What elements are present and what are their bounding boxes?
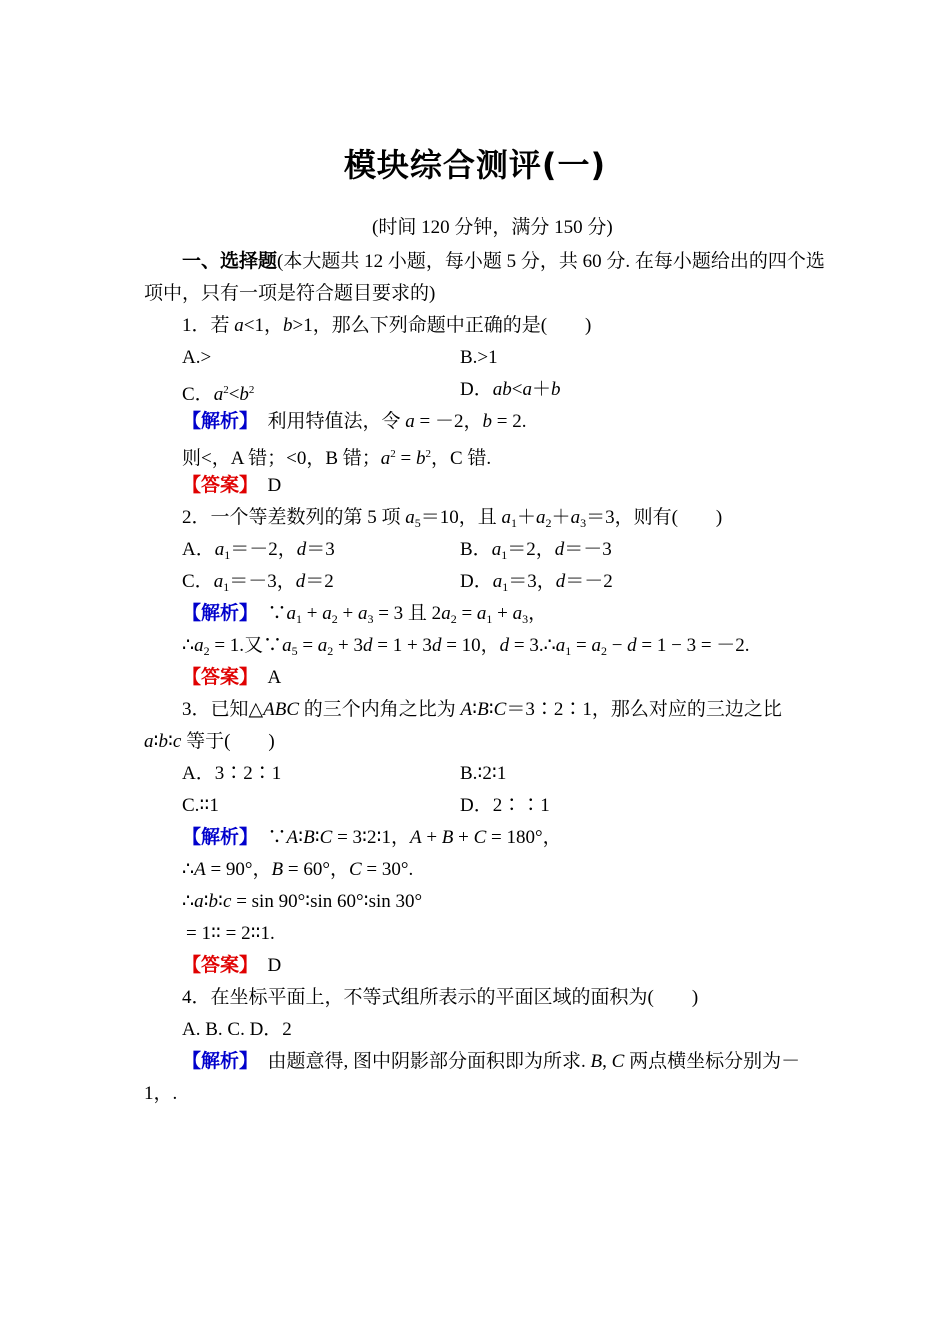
section-desc-cont: 项中，只有一项是符合题目要求的) (144, 283, 436, 304)
q4-analysis-cont: 1，. (144, 1083, 178, 1104)
q2-option-d: D．$a_1=3$，d＝－2 (460, 571, 613, 594)
q2-option-c: C．$a_1=-3$，d＝2 (182, 571, 334, 594)
section-label: 一、选择题 (182, 251, 278, 272)
q4-stem: 4．在坐标平面上，不等式组所表示的平面区域的面积为( ) (182, 987, 699, 1008)
q1-option-d: D．ab<a＋b (460, 379, 561, 400)
q3-option-a: A．3∶2∶1 (182, 763, 282, 784)
q2-option-b: B．$a_1=2$，d＝－3 (460, 539, 612, 562)
q3-analysis: 【解析】 ∵A∶B∶C = 3∶2∶1，A + B + C = 180°， (182, 827, 562, 848)
q3-analysis-result: = 1∶∶ = 2∶∶1. (186, 923, 275, 944)
q2-analysis-cont: $\therefore a_2 = 1$.又$\because a_5 = a_2 + 3d = 1 + 3d = 10$，$d = 3.\therefore a_1 = a_2 - d = 1 - 3 = -2$. (182, 635, 750, 658)
exam-meta: (时间 120 分钟，满分 150 分) (372, 217, 613, 238)
analysis-tag: 【解析】 (182, 827, 249, 848)
analysis-tag: 【解析】 (182, 411, 249, 432)
q1-stem: 1．若 a<1，b>1，那么下列命题中正确的是( ) (182, 315, 592, 336)
q3-option-c: C.∶∶1 (182, 795, 219, 816)
analysis-tag: 【解析】 (182, 1051, 249, 1072)
page-title: 模块综合测评(一) (343, 146, 607, 184)
q2-answer: 【答案】 A (182, 667, 282, 688)
q2-analysis: 【解析】 $\because a_1 + a_2 + a_3 = 3$ 且 $2a_2 = a_1 + a_3$， (182, 603, 548, 626)
q3-option-d: D．2∶∶1 (460, 795, 550, 816)
q3-stem-cont: a∶b∶c 等于( ) (144, 731, 275, 752)
q1-option-b: B.>1 (460, 347, 498, 368)
q3-analysis-angles: ∴A = 90°，B = 60°，C = 30°. (182, 859, 414, 880)
answer-tag: 【答案】 (182, 955, 249, 976)
q1-analysis-cont: 则<，A 错；<0，B 错；$a^2 = b^2$，C 错. (182, 448, 492, 469)
section-heading (182, 250, 825, 274)
section-desc: (本大题共 12 小题，每小题 5 分，共 60 分. 在每小题给出的四个选 (277, 251, 825, 272)
q2-stem: 2．一个等差数列的第 5 项 $a_5=10$，且 $a_1+a_2+a_3=3$，则有( ) (182, 507, 723, 530)
q1-analysis: 【解析】 利用特值法，令 a = －2，b = 2. (182, 411, 527, 432)
answer-tag: 【答案】 (182, 475, 249, 496)
q4-analysis: 【解析】 由题意得, 图中阴影部分面积即为所求. B, C 两点横坐标分别为－ (182, 1051, 801, 1072)
q1-answer: 【答案】 D (182, 475, 282, 496)
q3-stem: 3．已知△ABC 的三个内角之比为 A∶B∶C＝3∶2∶1，那么对应的三边之比 (182, 699, 782, 720)
q3-answer: 【答案】 D (182, 955, 282, 976)
q1-option-c: C．$a^2<b^2$ (182, 384, 255, 405)
q4-options: A. B. C. D．2 (182, 1019, 292, 1040)
q3-analysis-ratio: ∴a∶b∶c = sin 90°∶sin 60°∶sin 30° (182, 891, 423, 912)
q3-option-b: B.∶2∶1 (460, 763, 507, 784)
answer-tag: 【答案】 (182, 667, 249, 688)
q1-option-a: A.> (182, 347, 212, 368)
analysis-tag: 【解析】 (182, 603, 249, 624)
q2-option-a: A．$a_1=-2$，d＝3 (182, 539, 335, 562)
